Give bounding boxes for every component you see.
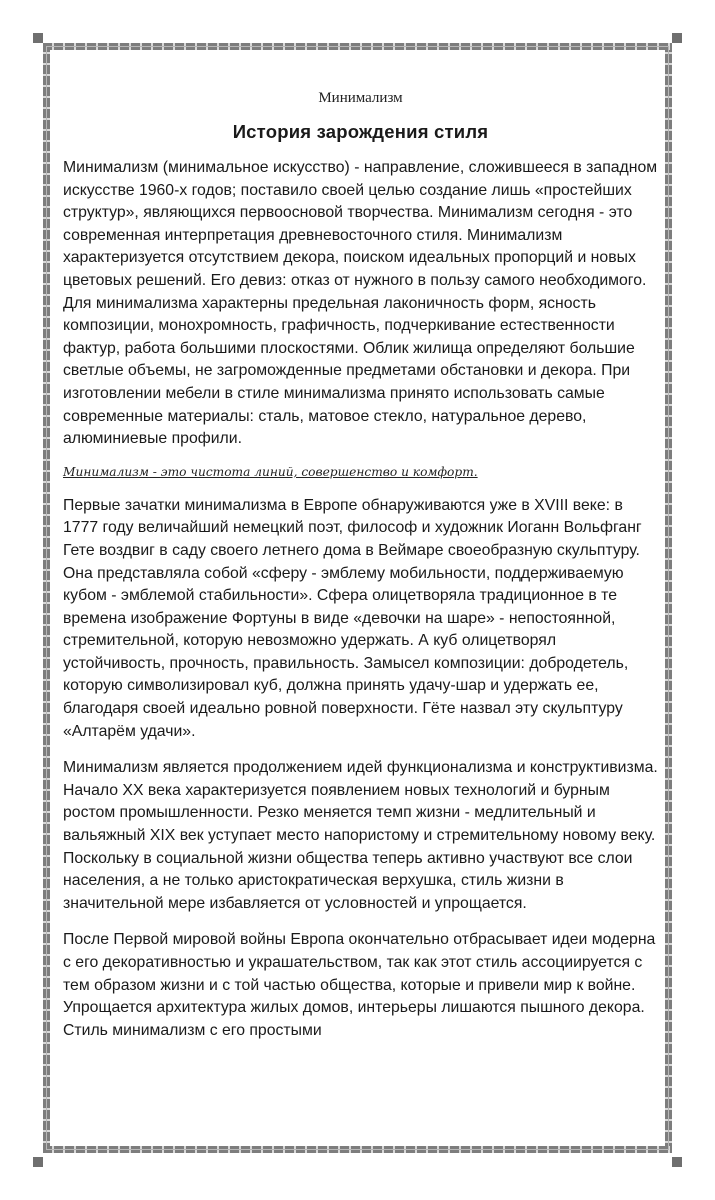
section-heading: История зарождения стиля bbox=[232, 121, 489, 142]
border-corner-top-left bbox=[33, 33, 43, 43]
border-corner-bottom-left bbox=[33, 1157, 43, 1167]
paragraph-functionalism: Минимализм является продолжением идей функционализма и конструктивизма. Начало XX века характеризуется появлением новых технологий и бурным ростом промышленности. Резко меняется темп жизни - медлительный и вальяжный XIX век уступает место напористому и стремительному новому веку. Поскольку в социальной жизни общества теперь активно участвуют все слои населения, а не только аристократическая верхушка, стиль жизни в значительной мере избавляется от условностей и упрощается. bbox=[63, 759, 658, 912]
paragraph-intro: Минимализм (минимальное искусство) - направление, сложившееся в западном искусстве 1960-х годов; поставило своей целью создание лишь «простейших структур», являющихся первоосновой творчества. Минимализм сегодня - это современная интерпретация древневосточного стиля. Минимализм характеризуется отсутствием декора, поиском идеальных пропорций и новых цветовых решений. Его девиз: отказ от нужного в пользу самого необходимого. Для минимализма характерны предельная лаконичность форм, ясность композиции, монохромность, графичность, подчеркивание естественности фактур, работа большими плоскостями. Облик жилища определяют большие светлые объемы, не загроможденные предметами обстановки и декора. При изготовлении мебели в стиле минимализма принято использовать самые современные материалы: сталь, матовое стекло, натуральное дерево, алюминиевые профили. bbox=[63, 159, 658, 448]
paragraph-history: Первые зачатки минимализма в Европе обнаруживаются уже в XVIII веке: в 1777 году величайший немецкий поэт, философ и художник Иоганн Вольфганг Гете воздвиг в саду своего летнего дома в Веймаре своеобразную скульптуру. Она представляла собой «сферу - эмблему мобильности, поддерживаемую кубом - эмблемой стабильности». Сфера олицетворяла традиционное в те времена изображение Фортуны в виде «девочки на шаре» - непостоянной, стремительной, которую невозможно удержать. А куб олицетворял устойчивость, прочность, правильность. Замысел композиции: добродетель, которую символизировал куб, должна принять удачу-шар и удержать ее, благодаря своей идеально ровной поверхности. Гёте назвал эту скульптуру «Алтарём удачи». bbox=[63, 496, 642, 740]
document-title: Минимализм bbox=[318, 90, 403, 106]
border-corner-bottom-right bbox=[672, 1157, 682, 1167]
border-corner-top-right bbox=[672, 33, 682, 43]
quote-line: Минимализм - это чистота линий, совершенство и комфорт. bbox=[63, 464, 478, 479]
paragraph-postwar: После Первой мировой войны Европа окончательно отбрасывает идеи модерна с его декоративностью и украшательством, так как этот стиль ассоциируется с тем образом жизни и с той частью общества, которые и привели мир к войне. Упрощается архитектура жилых домов, интерьеры лишаются пышного декора. Стиль минимализм с его простыми bbox=[63, 931, 656, 1039]
document-body bbox=[63, 90, 658, 1056]
